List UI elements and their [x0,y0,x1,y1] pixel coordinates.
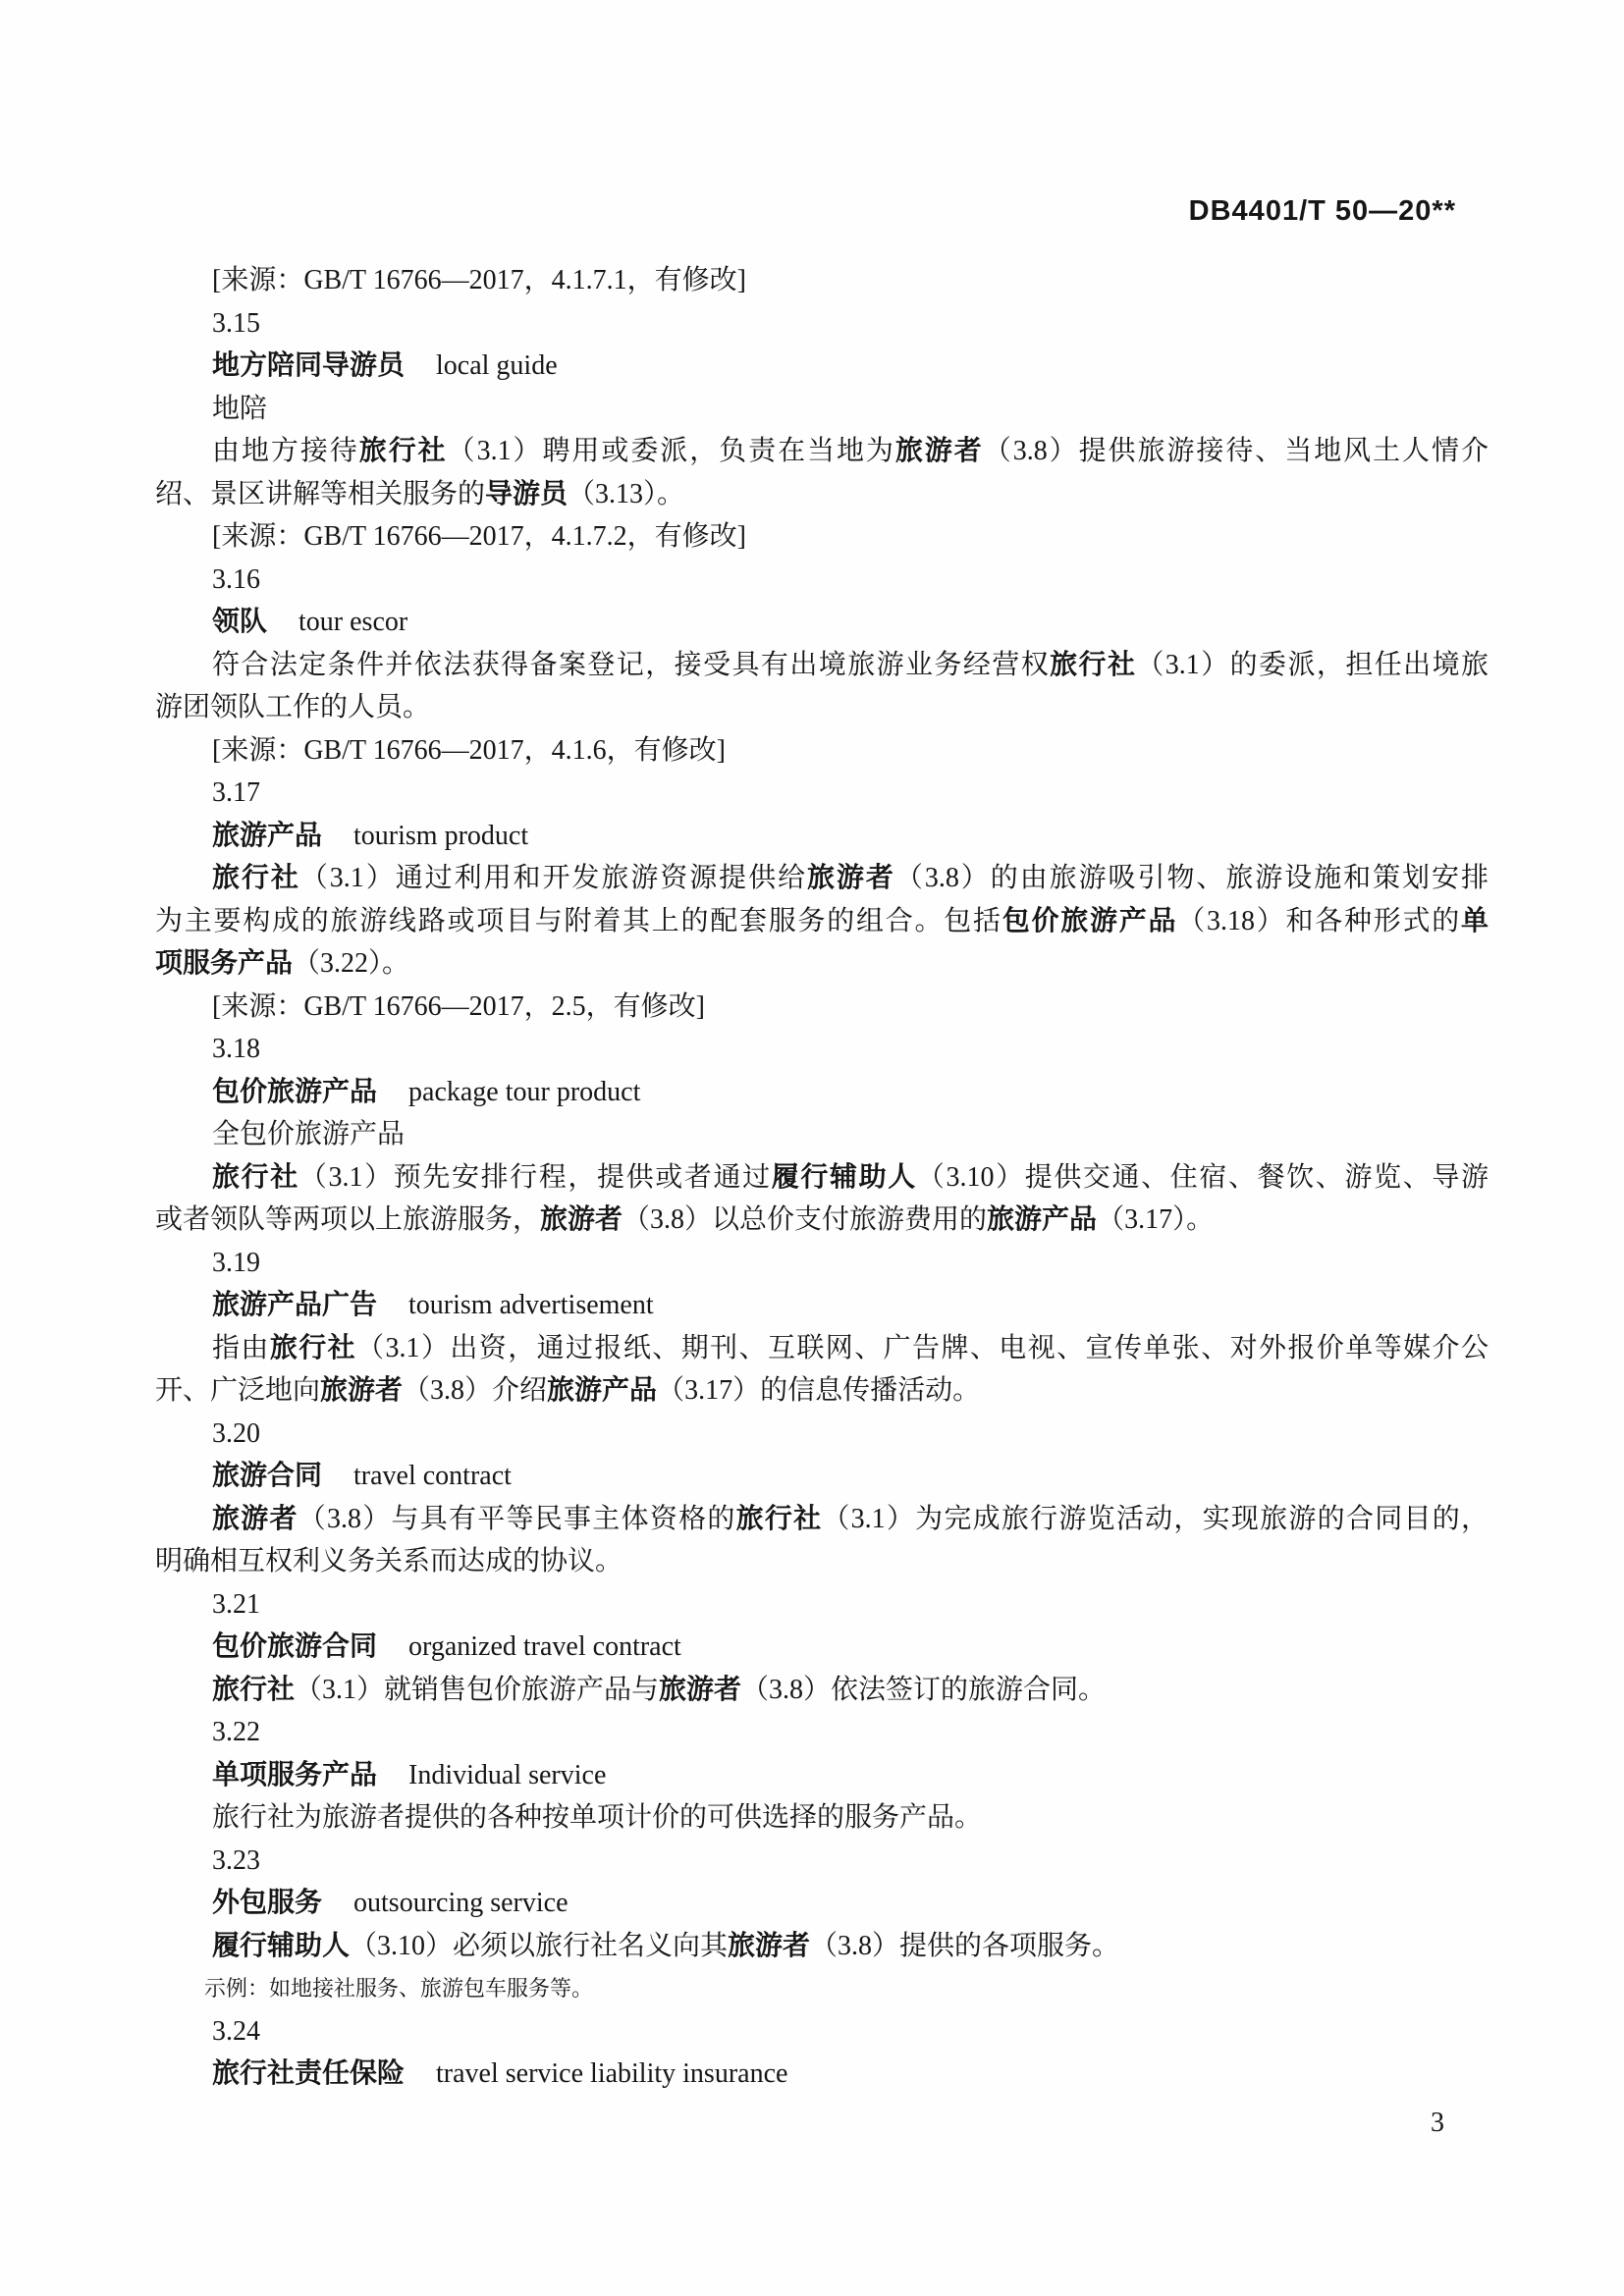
text-run: 地陪 [212,393,268,424]
bold-term: 旅游者 [212,1503,298,1534]
text-run: 3.18 [212,1034,260,1064]
term-heading [155,1071,1489,1114]
text-run: 3.20 [212,1417,260,1449]
source-reference [155,259,1489,302]
text-run: 绍、景区讲解等相关服务的 [155,478,486,509]
term-synonym [155,1113,1489,1156]
text-run: 游团领队工作的人员。 [155,692,431,722]
term-heading [155,345,1489,388]
term-synonym [155,388,1489,431]
text-run: （3.22）。 [293,948,410,979]
clause-number [155,772,1489,815]
text-run: [来源：GB/T 16766—2017，4.1.7.1，有修改] [212,265,746,295]
bold-term: 导游员 [485,478,568,509]
text-run: 3.21 [212,1588,260,1620]
clause-number [155,1711,1489,1754]
bold-term: 包价旅游产品 [1001,905,1178,936]
standard-code-header: DB4401/T 50—20** [1188,195,1456,227]
text-run: 3.15 [212,307,260,339]
text-run: （3.1）预先安排行程，提供或者通过 [298,1161,772,1193]
source-reference [155,515,1489,559]
text-run: 指由 [212,1332,270,1363]
text-run: 为主要构成的旅游线路或项目与附着其上的配套服务的组合。包括 [155,905,1002,936]
text-run: （3.8）介绍 [403,1375,548,1406]
bold-term: 旅游产品广告 [212,1290,378,1320]
text-run: 示例：如地接社服务、旅游包车服务等。 [204,1976,594,2001]
bold-term: 旅行社 [212,1161,299,1193]
document-body [155,259,1489,2096]
text-run: 明确相互权利义务关系而达成的协议。 [155,1546,623,1576]
clause-number [155,1028,1489,1071]
bold-term: 旅游者 [728,1930,811,1961]
text-run: （3.8）的由旅游吸引物、旅游设施和策划安排 [894,863,1489,893]
term-english: package tour product [408,1076,641,1107]
bold-term: 旅游者 [540,1204,623,1235]
text-run: （3.13）。 [568,478,685,509]
term-heading [155,1455,1489,1498]
text-run: （3.8）提供的各项服务。 [810,1930,1120,1961]
text-run: （3.18）和各种形式的 [1177,905,1461,936]
clause-number [155,1840,1489,1883]
term-heading [155,815,1489,858]
term-english: tourism advertisement [408,1290,654,1320]
term-english: travel contract [353,1461,512,1491]
text-run: 3.23 [212,1844,260,1876]
definition-text [155,430,1489,473]
text-run: 开、广泛地向 [155,1375,321,1406]
definition-text [155,1369,1489,1413]
source-reference [155,729,1489,773]
text-run: 3.24 [212,2015,260,2047]
text-run: （3.8）提供旅游接待、当地风土人情介 [983,436,1489,466]
text-run: （3.8）以总价支付旅游费用的 [623,1204,988,1235]
text-run: （3.10）必须以旅行社名义向其 [350,1930,729,1961]
bold-term: 旅行社 [212,863,300,893]
term-english: outsourcing service [353,1888,568,1918]
definition-text [155,473,1489,516]
bold-term: 旅行社 [212,1674,296,1705]
term-english: travel service liability insurance [436,2058,788,2089]
definition-text [155,1327,1489,1370]
term-heading [155,601,1489,644]
bold-term: 领队 [212,607,268,637]
text-run: （3.1）的委派，担任出境旅 [1136,649,1489,680]
definition-text [155,1796,1489,1840]
definition-text [155,942,1489,986]
text-run: （3.8）依法签订的旅游合同。 [741,1674,1107,1705]
bold-term: 包价旅游产品 [212,1076,378,1107]
bold-term: 项服务产品 [155,948,294,979]
definition-text [155,1540,1489,1583]
definition-text [155,644,1489,687]
bold-term: 旅行社 [269,1332,357,1363]
clause-number [155,1583,1489,1627]
term-english: Individual service [408,1759,607,1790]
term-heading [155,1626,1489,1669]
source-reference [155,986,1489,1029]
clause-number [155,2010,1489,2054]
term-english: tour escor [298,607,408,637]
term-english: organized travel contract [408,1631,681,1662]
definition-text [155,1925,1489,1968]
definition-text [155,1156,1489,1200]
definition-text [155,686,1489,729]
text-run: [来源：GB/T 16766—2017，4.1.6，有修改] [212,734,726,766]
text-run: （3.1）通过利用和开发旅游资源提供给 [299,863,808,893]
text-run: （3.1）出资，通过报纸、期刊、互联网、广告牌、电视、宣传单张、对外报价单等媒介公 [356,1332,1489,1363]
definition-text [155,857,1489,900]
page-number: 3 [1431,2108,1444,2138]
clause-number [155,1413,1489,1456]
bold-term: 旅行社 [1050,649,1137,680]
text-run: 3.17 [212,777,260,808]
text-run: 3.22 [212,1717,260,1747]
text-run: [来源：GB/T 16766—2017，4.1.7.2，有修改] [212,521,746,552]
text-run: 或者领队等两项以上旅游服务， [155,1204,541,1235]
text-run: （3.1）聘用或委派，负责在当地为 [447,436,895,466]
bold-term: 旅游合同 [212,1461,323,1491]
bold-term: 旅游者 [320,1375,404,1406]
bold-term: 旅游产品 [547,1375,658,1406]
bold-term: 旅游者 [659,1674,742,1705]
text-run: 3.16 [212,563,260,595]
bold-term: 包价旅游合同 [212,1631,378,1662]
bold-term: 单 [1460,905,1489,936]
text-run: （3.17）的信息传播活动。 [657,1375,981,1406]
text-run: （3.1）为完成旅行游览活动，实现旅游的合同目的， [822,1503,1489,1534]
bold-term: 旅游者 [894,436,984,466]
text-run: （3.8）与具有平等民事主体资格的 [298,1503,736,1534]
bold-term: 旅行社 [358,436,448,466]
bold-term: 旅游产品 [987,1204,1098,1235]
term-heading [155,1882,1489,1925]
text-run: （3.17）。 [1097,1204,1215,1235]
bold-term: 单项服务产品 [212,1759,378,1790]
term-heading [155,2053,1489,2096]
text-run: 旅行社为旅游者提供的各种按单项计价的可供选择的服务产品。 [212,1802,983,1833]
term-english: tourism product [353,820,529,851]
term-heading [155,1284,1489,1327]
term-english: local guide [436,350,558,381]
term-heading [155,1754,1489,1797]
bold-term: 旅行社 [735,1503,823,1534]
text-run: [来源：GB/T 16766—2017，2.5，有修改] [212,990,705,1022]
definition-text [155,1669,1489,1712]
definition-text [155,1498,1489,1541]
bold-term: 旅游产品 [212,820,323,851]
bold-term: 履行辅助人 [212,1930,351,1961]
clause-number [155,1242,1489,1285]
example-note [155,1967,1489,2010]
text-run: 全包价旅游产品 [212,1119,406,1149]
text-run: 3.19 [212,1247,260,1278]
clause-number [155,302,1489,346]
bold-term: 旅游者 [807,863,895,893]
text-run: （3.1）就销售包价旅游产品与 [295,1674,660,1705]
bold-term: 履行辅助人 [771,1161,917,1193]
text-run: 符合法定条件并依法获得备案登记，接受具有出境旅游业务经营权 [212,649,1051,680]
bold-term: 外包服务 [212,1888,323,1918]
bold-term: 旅行社责任保险 [212,2058,406,2089]
text-run: （3.10）提供交通、住宿、餐饮、游览、导游 [916,1161,1489,1193]
bold-term: 地方陪同导游员 [212,350,406,381]
definition-text [155,900,1489,943]
text-run: 由地方接待 [212,436,359,466]
definition-text [155,1199,1489,1242]
clause-number [155,559,1489,602]
